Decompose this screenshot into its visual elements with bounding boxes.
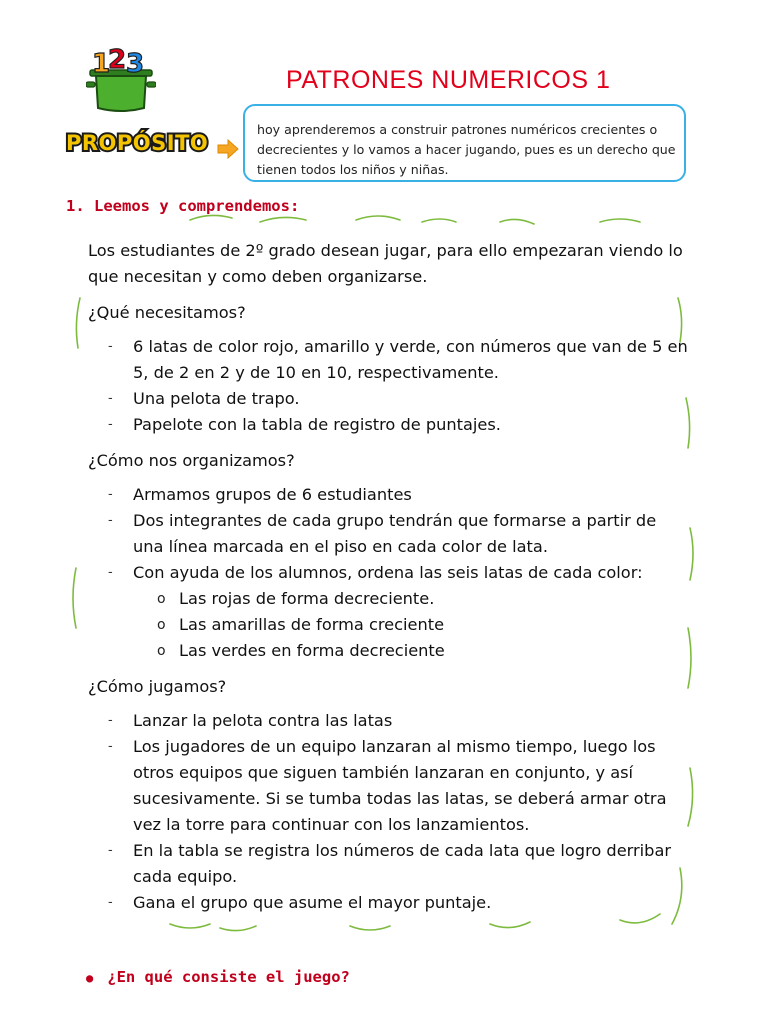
logo-123-pot — [86, 42, 156, 114]
section-heading: 1. Leemos y comprendemos: — [66, 197, 300, 215]
sublist-item: o Las amarillas de forma creciente — [179, 612, 690, 638]
list-item: - Los jugadores de un equipo lanzaran al mismo tiempo, luego los otros equipos que siguen también lanzaran en conjunto, y así sucesivamente. Si se tumba todas las latas, se deberá armar otra vez la torre para continuar con los lanzamientos. — [133, 734, 690, 838]
purpose-badge: PROPÓSITO — [66, 131, 209, 155]
arrow-right-icon — [217, 138, 239, 160]
list-item: - Lanzar la pelota contra las latas — [133, 708, 690, 734]
organize-sublist — [133, 586, 690, 664]
needs-list — [88, 334, 690, 438]
sublist-item: o Las verdes en forma decreciente — [179, 638, 690, 664]
list-item-text: Con ayuda de los alumnos, ordena las seis latas de cada color: — [133, 563, 643, 582]
purpose-box — [243, 104, 686, 182]
play-question: ¿Cómo jugamos? — [88, 677, 227, 696]
svg-text:2: 2 — [108, 45, 127, 75]
bullet-icon: ● — [86, 971, 94, 985]
list-item: - En la tabla se registra los números de cada lata que logro derribar cada equipo. — [133, 838, 690, 890]
page-title: PATRONES NUMERICOS 1 — [286, 66, 611, 94]
list-item: - 6 latas de color rojo, amarillo y verde, con números que van de 5 en 5, de 2 en 2 y de 10 en 10, respectivamente. — [133, 334, 690, 386]
game-question — [86, 968, 350, 986]
list-item: - Papelote con la tabla de registro de puntajes. — [133, 412, 690, 438]
sublist-item: o Las rojas de forma decreciente. — [179, 586, 690, 612]
list-item: - Armamos grupos de 6 estudiantes — [133, 482, 690, 508]
list-item — [133, 560, 690, 664]
needs-question: ¿Qué necesitamos? — [88, 303, 246, 322]
play-list — [88, 708, 690, 916]
svg-text:3: 3 — [126, 49, 145, 79]
intro-paragraph: Los estudiantes de 2º grado desean jugar, para ello empezaran viendo lo que necesitan y como deben organizarse. — [88, 241, 683, 286]
list-item: - Gana el grupo que asume el mayor puntaje. — [133, 890, 690, 916]
svg-text:1: 1 — [92, 49, 111, 79]
organize-list — [88, 482, 690, 664]
content-body — [88, 238, 690, 924]
list-item: - Una pelota de trapo. — [133, 386, 690, 412]
list-item: - Dos integrantes de cada grupo tendrán que formarse a partir de una línea marcada en el piso en cada color de lata. — [133, 508, 690, 560]
organize-question: ¿Cómo nos organizamos? — [88, 451, 295, 470]
question-text: ¿En qué consiste el juego? — [107, 968, 350, 986]
purpose-text: hoy aprenderemos a construir patrones numéricos crecientes o decrecientes y lo vamos a hacer jugando, pues es un derecho que tienen todos los niños y niñas. — [257, 122, 676, 177]
